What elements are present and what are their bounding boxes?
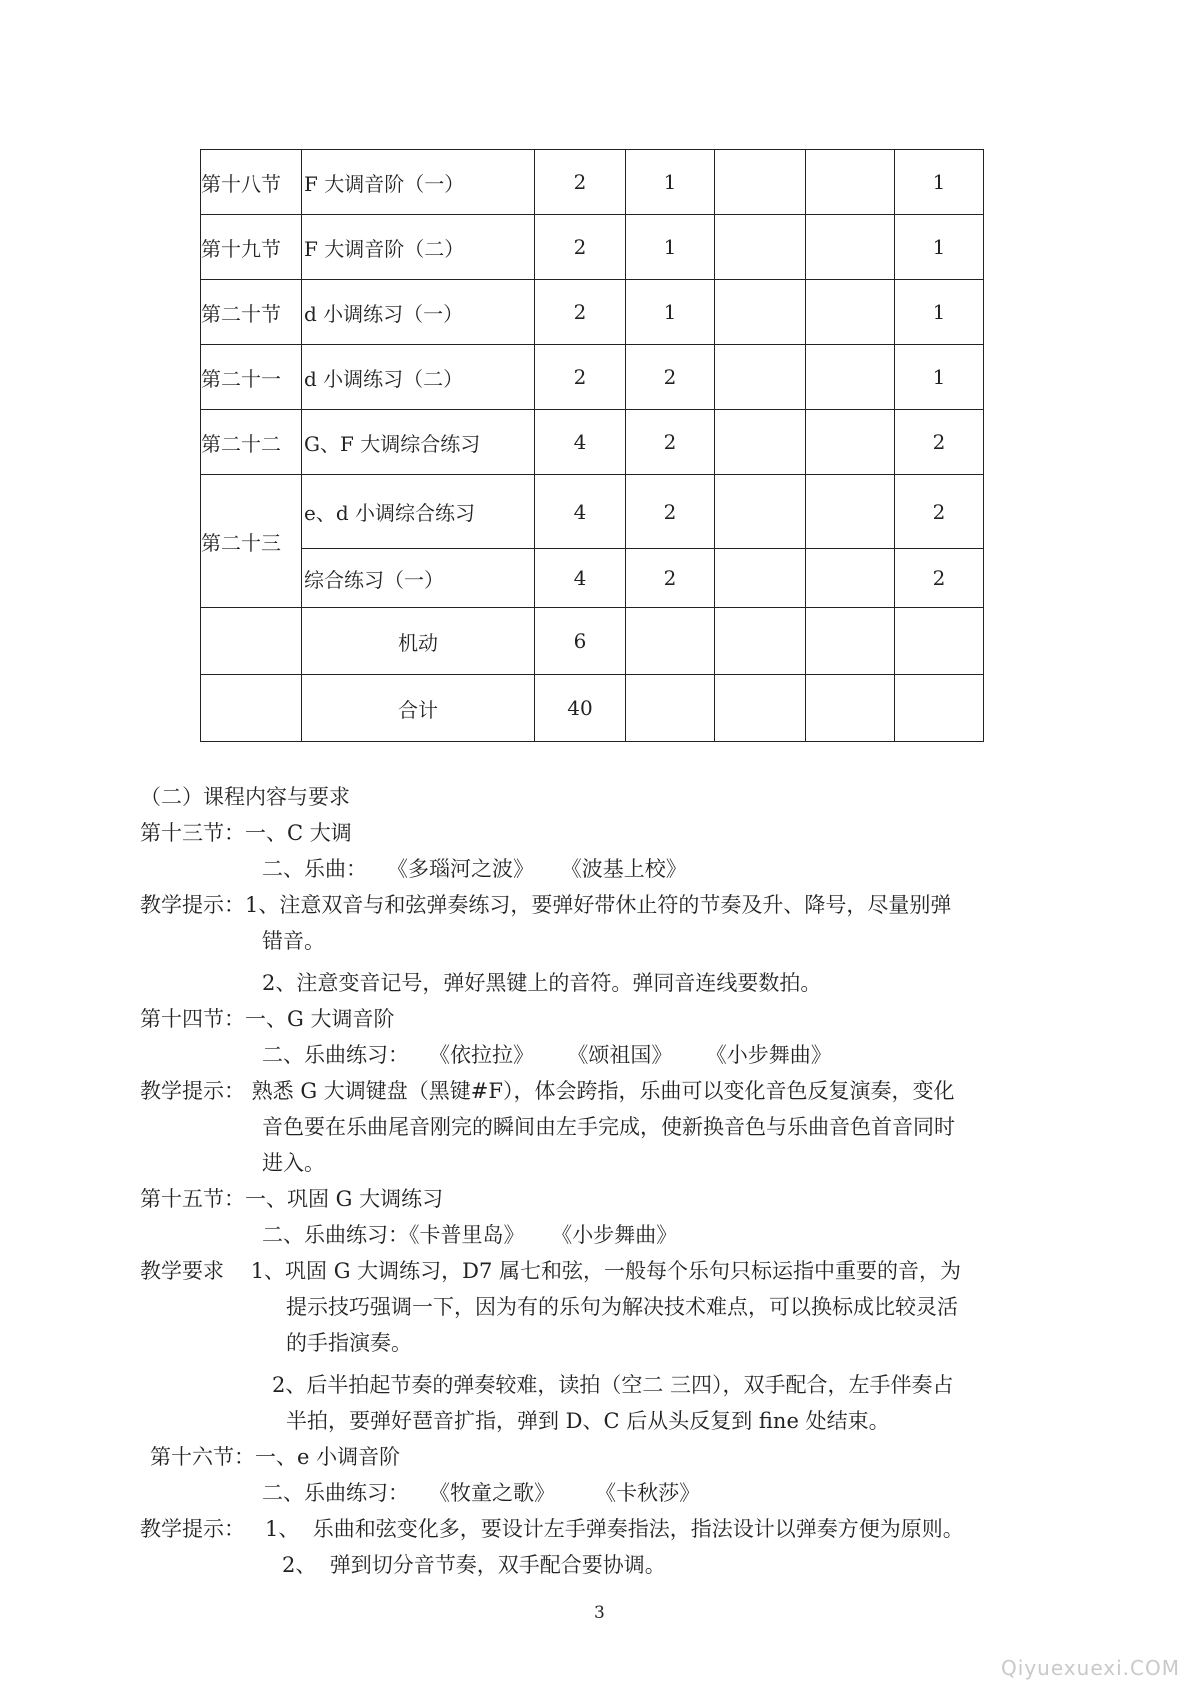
value-cell: 2 <box>626 345 715 410</box>
empty-cell <box>201 675 302 742</box>
value-cell: 4 <box>535 475 626 549</box>
text-line: 二、乐曲练习： 《牧童之歌》 《卡秋莎》 <box>262 1481 701 1505</box>
title-cell: 综合练习（一） <box>302 549 535 608</box>
total-label: 合计 <box>302 675 535 742</box>
value-cell <box>806 475 895 549</box>
value-cell: 1 <box>895 150 984 215</box>
value-cell <box>715 280 806 345</box>
flex-label: 机动 <box>302 608 535 675</box>
title-cell: e、d 小调综合练习 <box>302 475 535 549</box>
total-row <box>201 675 984 742</box>
value-cell: 4 <box>535 410 626 475</box>
table-row <box>201 410 984 475</box>
value-cell: 1 <box>895 280 984 345</box>
value-cell: 2 <box>535 150 626 215</box>
value-cell <box>715 475 806 549</box>
section-cell: 第十八节 <box>201 150 302 215</box>
value-cell <box>806 549 895 608</box>
value-cell <box>806 150 895 215</box>
text-line: 的手指演奏。 <box>286 1331 412 1355</box>
value-cell: 4 <box>535 549 626 608</box>
section-cell: 第二十三 <box>201 475 302 608</box>
title-cell: d 小调练习（二） <box>302 345 535 410</box>
section-cell: 第二十一 <box>201 345 302 410</box>
text-line: 2、后半拍起节奏的弹奏较难，读拍（空二 三四），双手配合，左手伴奏占 <box>272 1373 954 1397</box>
title-cell: d 小调练习（一） <box>302 280 535 345</box>
flex-hours: 6 <box>535 608 626 675</box>
empty-cell <box>715 675 806 742</box>
empty-cell <box>806 608 895 675</box>
title-cell: F 大调音阶（一） <box>302 150 535 215</box>
value-cell <box>806 410 895 475</box>
value-cell: 1 <box>626 280 715 345</box>
section-cell: 第二十节 <box>201 280 302 345</box>
value-cell <box>715 410 806 475</box>
section-cell: 第二十二 <box>201 410 302 475</box>
value-cell: 2 <box>535 215 626 280</box>
title-cell: F 大调音阶（二） <box>302 215 535 280</box>
empty-cell <box>626 608 715 675</box>
text-line: 错音。 <box>262 929 325 953</box>
text-line: 第十三节：一、C 大调 <box>140 821 352 845</box>
empty-cell <box>201 608 302 675</box>
section-heading: （二）课程内容与要求 <box>140 785 350 809</box>
empty-cell <box>895 675 984 742</box>
value-cell <box>715 549 806 608</box>
text-line: 音色要在乐曲尾音刚完的瞬间由左手完成，使新换音色与乐曲音色首音同时 <box>262 1115 955 1139</box>
table-row <box>201 475 984 549</box>
text-line: 教学提示：1、注意双音与和弦弹奏练习，要弹好带休止符的节奏及升、降号，尽量别弹 <box>140 893 952 917</box>
empty-cell <box>895 608 984 675</box>
value-cell: 1 <box>895 345 984 410</box>
text-line: 二、乐曲： 《多瑙河之波》 《波基上校》 <box>262 857 687 881</box>
text-line: 教学提示： 熟悉 G 大调键盘（黑键#F），体会跨指，乐曲可以变化音色反复演奏，变化 <box>140 1079 955 1103</box>
value-cell <box>806 215 895 280</box>
watermark: Qiyuexuexi.COM <box>1001 1656 1180 1680</box>
text-line: 2、注意变音记号，弹好黑键上的音符。弹同音连线要数拍。 <box>262 971 822 995</box>
text-line: 提示技巧强调一下，因为有的乐句为解决技术难点，可以换标成比较灵活 <box>286 1295 958 1319</box>
value-cell <box>715 215 806 280</box>
text-line: 二、乐曲练习：《卡普里岛》 《小步舞曲》 <box>262 1223 678 1247</box>
title-cell: G、F 大调综合练习 <box>302 410 535 475</box>
value-cell: 2 <box>626 549 715 608</box>
text-line: 第十四节：一、G 大调音阶 <box>140 1007 395 1031</box>
empty-cell <box>715 608 806 675</box>
value-cell: 2 <box>895 475 984 549</box>
value-cell: 2 <box>535 280 626 345</box>
value-cell: 2 <box>895 410 984 475</box>
value-cell: 2 <box>535 345 626 410</box>
text-line: 进入。 <box>262 1151 325 1175</box>
value-cell: 2 <box>626 410 715 475</box>
total-hours: 40 <box>535 675 626 742</box>
table-row <box>201 345 984 410</box>
text-line: 2、 弹到切分音节奏，双手配合要协调。 <box>282 1553 666 1577</box>
text-line: 半拍，要弹好琶音扩指，弹到 D、C 后从头反复到 fine 处结束。 <box>286 1409 890 1433</box>
text-line: 第十六节：一、e 小调音阶 <box>150 1445 401 1469</box>
text-line: 第十五节：一、巩固 G 大调练习 <box>140 1187 444 1211</box>
section-cell: 第十九节 <box>201 215 302 280</box>
empty-cell <box>806 675 895 742</box>
value-cell: 1 <box>626 215 715 280</box>
value-cell: 1 <box>626 150 715 215</box>
page-number: 3 <box>594 1603 605 1623</box>
value-cell <box>715 345 806 410</box>
value-cell: 2 <box>626 475 715 549</box>
table-row <box>201 150 984 215</box>
value-cell: 1 <box>895 215 984 280</box>
text-line: 教学要求 1、巩固 G 大调练习，D7 属七和弦，一般每个乐句只标运指中重要的音，为 <box>140 1259 962 1283</box>
value-cell <box>806 345 895 410</box>
text-line: 二、乐曲练习： 《依拉拉》 《颂祖国》 《小步舞曲》 <box>262 1043 832 1067</box>
text-line: 教学提示： 1、 乐曲和弦变化多，要设计左手弹奏指法，指法设计以弹奏方便为原则。 <box>140 1517 964 1541</box>
table-row <box>201 215 984 280</box>
empty-cell <box>626 675 715 742</box>
value-cell: 2 <box>895 549 984 608</box>
table-row <box>201 549 984 608</box>
flex-row <box>201 608 984 675</box>
table-row <box>201 280 984 345</box>
value-cell <box>806 280 895 345</box>
schedule-table <box>200 149 984 742</box>
value-cell <box>715 150 806 215</box>
